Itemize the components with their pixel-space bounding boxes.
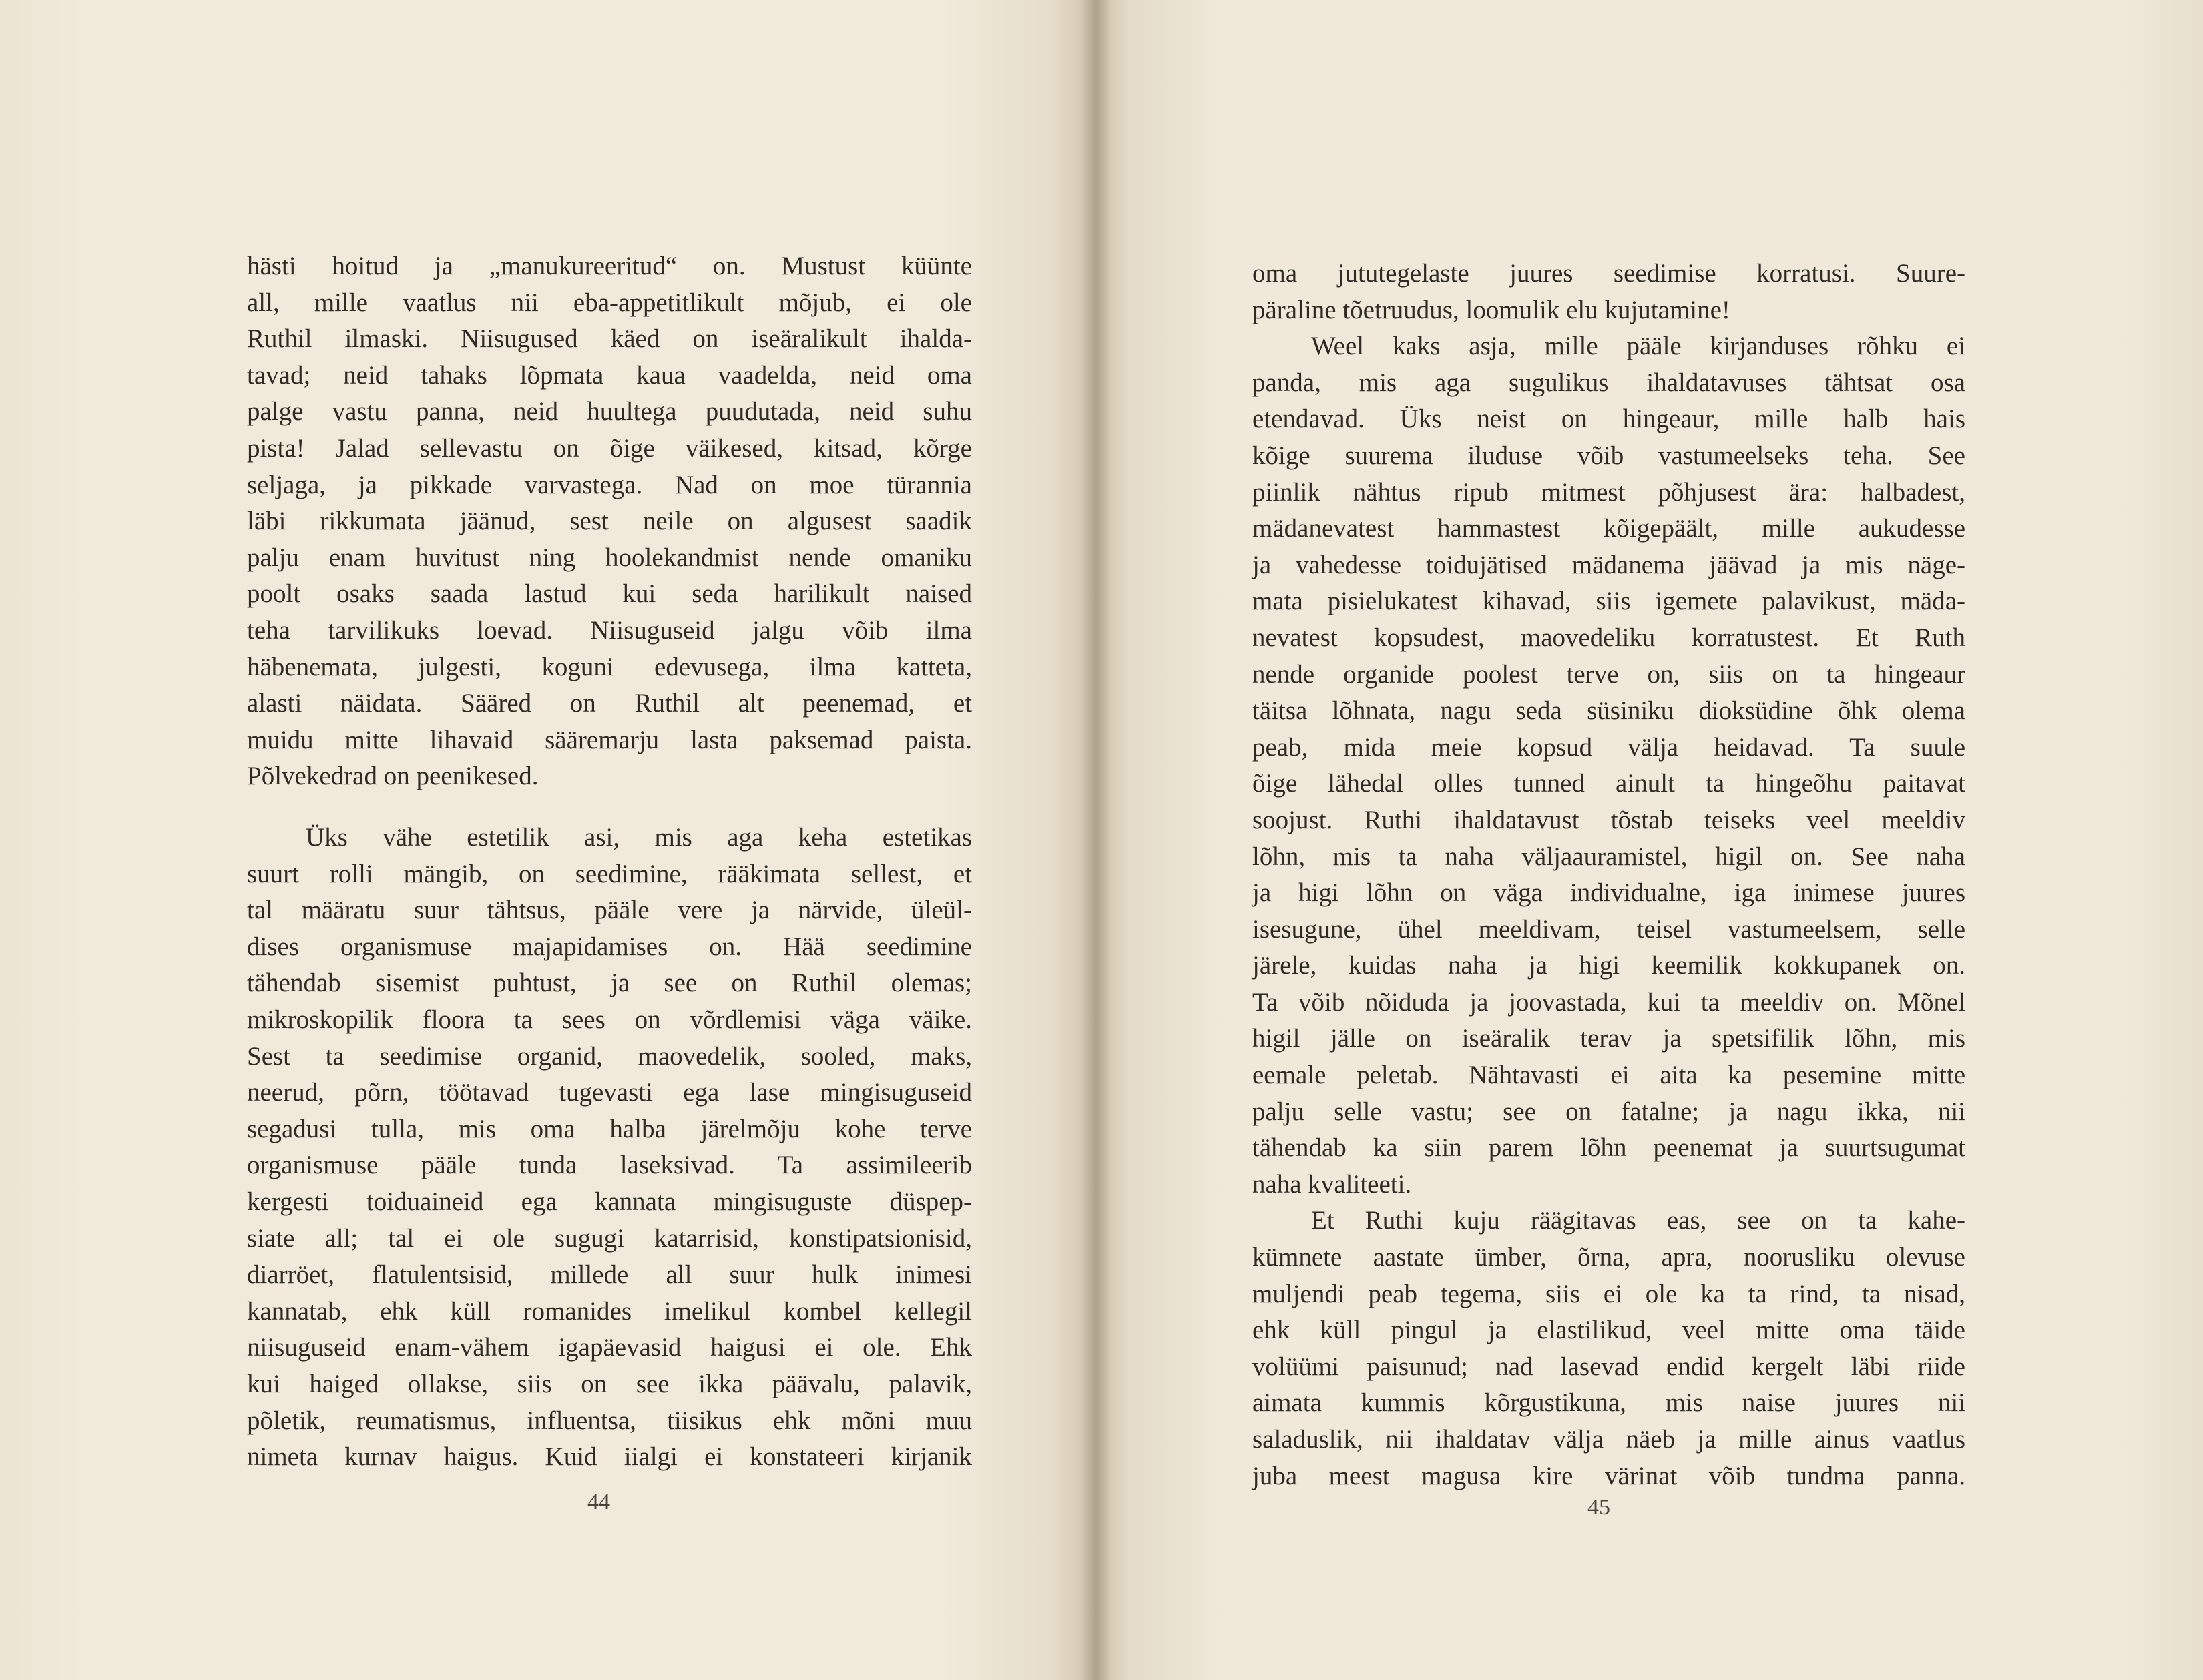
text-line: palju enam huvitust ning hoolekandmist nende omaniku	[247, 543, 972, 572]
text-line: hästi hoitud ja „manukureeritud“ on. Mustust küünte	[247, 252, 972, 280]
text-line: Põlvekedrad on peenikesed.	[247, 762, 539, 791]
text-line: Ta võib nõiduda ja joovastada, kui ta meeldiv on. Mõnel	[1252, 987, 1965, 1017]
text-line: suurt rolli mängib, on seedimine, rääkimata sellest, et	[247, 859, 972, 888]
text-line: pista! Jalad sellevastu on õige väikesed, kitsad, kõrge	[247, 433, 972, 463]
text-line: kui haiged ollakse, siis on see ikka päävalu, palavik,	[247, 1369, 972, 1398]
text-line: muljendi peab tegema, siis ei ole ka ta rind, ta nisad,	[1252, 1279, 1965, 1308]
text-line: juba meest magusa kire värinat võib tundma panna.	[1252, 1461, 1965, 1490]
text-line: lõhn, mis ta naha väljaauramistel, higil on. See naha	[1252, 842, 1965, 871]
text-line: Weel kaks asja, mille pääle kirjanduses rõhku ei	[1311, 332, 1965, 361]
text-line: higil jälle on iseäralik terav ja spetsifilik lõhn, mis	[1252, 1024, 1965, 1053]
text-line: palge vastu panna, neid huultega puudutada, neid suhu	[247, 397, 972, 427]
text-line: palju selle vastu; see on fatalne; ja nagu ikka, nii	[1252, 1097, 1965, 1126]
text-line: niisuguseid enam-vähem igapäevasid haigusi ei ole. Ehk	[247, 1333, 972, 1362]
text-line: häbenemata, julgesti, koguni edevusega, ilma katteta,	[247, 652, 972, 681]
text-line: segadusi tulla, mis oma halba järelmõju kohe terve	[247, 1114, 972, 1143]
text-line: organismuse pääle tunda laseksivad. Ta assimileerib	[247, 1151, 972, 1180]
text-line: Üks vähe estetilik asi, mis aga keha estetikas	[306, 823, 972, 852]
text-line: ja vahedesse toidujätised mädanema jäävad ja mis näge-	[1252, 550, 1965, 579]
right-text-block	[1252, 256, 1965, 1494]
text-line: tal määratu suur tähtsus, pääle vere ja närvide, üleül-	[247, 896, 972, 925]
text-line: all, mille vaatlus nii eba-appetitlikult mõjub, ei ole	[247, 288, 972, 317]
left-page	[0, 0, 1095, 1680]
text-line: ja higi lõhn on väga individualne, iga inimese juures	[1252, 878, 1965, 908]
text-line: volüümi paisunud; nad lasevad endid kergelt läbi riide	[1252, 1352, 1965, 1381]
text-line: täitsa lõhnata, nagu seda süsiniku dioksüdine õhk olema	[1252, 696, 1965, 726]
text-line: aimata kummis kõrgustikuna, mis naise juures nii	[1252, 1388, 1965, 1418]
book-gutter	[1080, 0, 1111, 1680]
text-line: naha kvaliteeti.	[1252, 1169, 1412, 1199]
text-line: nende organide poolest terve on, siis on ta hingeaur	[1252, 659, 1965, 689]
text-line: seljaga, ja pikkade varvastega. Nad on moe türannia	[247, 470, 972, 499]
text-line: kõige suurema iluduse võib vastumeelseks teha. See	[1252, 441, 1965, 470]
text-line: poolt osaks saada lastud kui seda harilikult naised	[247, 579, 972, 609]
text-line: peab, mida meie kopsud välja heidavad. Ta suule	[1252, 732, 1965, 762]
text-line: kümnete aastate ümber, õrna, apra, noorusliku olevuse	[1252, 1243, 1965, 1272]
text-line: Ruthil ilmaski. Niisugused käed on iseäralikult ihalda-	[247, 324, 972, 354]
text-line: tähendab sisemist puhtust, ja see on Ruthil olemas;	[247, 968, 972, 998]
text-line: tähendab ka siin parem lõhn peenemat ja suurtsugumat	[1252, 1133, 1965, 1163]
text-line: alasti näidata. Sääred on Ruthil alt peenemad, et	[247, 689, 972, 718]
text-line: läbi rikkumata jäänud, sest neile on algusest saadik	[247, 507, 972, 536]
text-line: põletik, reumatismus, influentsa, tiisikus ehk mõni muu	[247, 1406, 972, 1435]
text-line: saladuslik, nii ihaldatav välja näeb ja mille ainus vaatlus	[1252, 1425, 1965, 1454]
text-line: diarröet, flatulentsisid, millede all suur hulk inimesi	[247, 1260, 972, 1290]
text-line: Sest ta seedimise organid, maovedelik, sooled, maks,	[247, 1041, 972, 1071]
text-line: isesugune, ühel meeldivam, teisel vastumeelsem, selle	[1252, 914, 1965, 944]
text-line: oma jututegelaste juures seedimise korratusi. Suure-	[1252, 259, 1965, 288]
text-line: kergesti toiduaineid ega kannata mingisuguste düspep-	[247, 1187, 972, 1216]
text-line: õige lähedal olles tunned ainult ta hingeõhu paitavat	[1252, 769, 1965, 798]
text-line: muidu mitte lihavaid sääremarju lasta paksemad paista.	[247, 725, 972, 754]
text-line: nimeta kurnav haigus. Kuid iialgi ei konstateeri kirjanik	[247, 1442, 972, 1472]
text-line: Et Ruthi kuju räägitavas eas, see on ta kahe-	[1311, 1206, 1965, 1235]
left-paragraph-2	[247, 820, 972, 1476]
page-number-left: 44	[587, 1490, 610, 1514]
text-line: ehk küll pingul ja elastilikud, veel mitte oma täide	[1252, 1316, 1965, 1345]
left-paragraph-1	[247, 248, 972, 795]
text-line: mädanevatest hammastest kõigepäält, mille aukudesse	[1252, 514, 1965, 543]
text-line: nevatest kopsudest, maovedeliku korratustest. Et Ruth	[1252, 623, 1965, 652]
text-line: dises organismuse majapidamises on. Hää seedimine	[247, 932, 972, 961]
page-number-right: 45	[1587, 1495, 1610, 1520]
text-line: soojust. Ruthi ihaldatavust tõstab teiseks veel meeldiv	[1252, 805, 1965, 834]
text-line: mata pisielukatest kihavad, siis igemete palavikust, mäda-	[1252, 587, 1965, 616]
text-line: mikroskopilik floora ta sees on võrdlemisi väga väike.	[247, 1005, 972, 1034]
text-line: panda, mis aga sugulikus ihaldatavuses tähtsat osa	[1252, 368, 1965, 397]
text-line: teha tarvilikuks loevad. Niisuguseid jalgu võib ilma	[247, 615, 972, 645]
text-line: etendavad. Üks neist on hingeaur, mille halb hais	[1252, 404, 1965, 434]
text-line: neerud, põrn, töötavad tugevasti ega lase mingisuguseid	[247, 1078, 972, 1107]
text-line: eemale peletab. Nähtavasti ei aita ka pesemine mitte	[1252, 1061, 1965, 1090]
text-line: siate all; tal ei ole sugugi katarrisid, konstipatsionisid,	[247, 1223, 972, 1253]
text-line: päraline tõetruudus, loomulik elu kujutamine!	[1252, 295, 1730, 324]
text-line: tavad; neid tahaks lõpmata kaua vaadelda, neid oma	[247, 360, 972, 390]
text-line: järele, kuidas naha ja higi keemilik kokkupanek on.	[1252, 951, 1965, 981]
text-line: kannatab, ehk küll romanides imelikul kombel kellegil	[247, 1296, 972, 1326]
text-line: piinlik nähtus ripub mitmest põhjusest ära: halbadest,	[1252, 477, 1965, 507]
